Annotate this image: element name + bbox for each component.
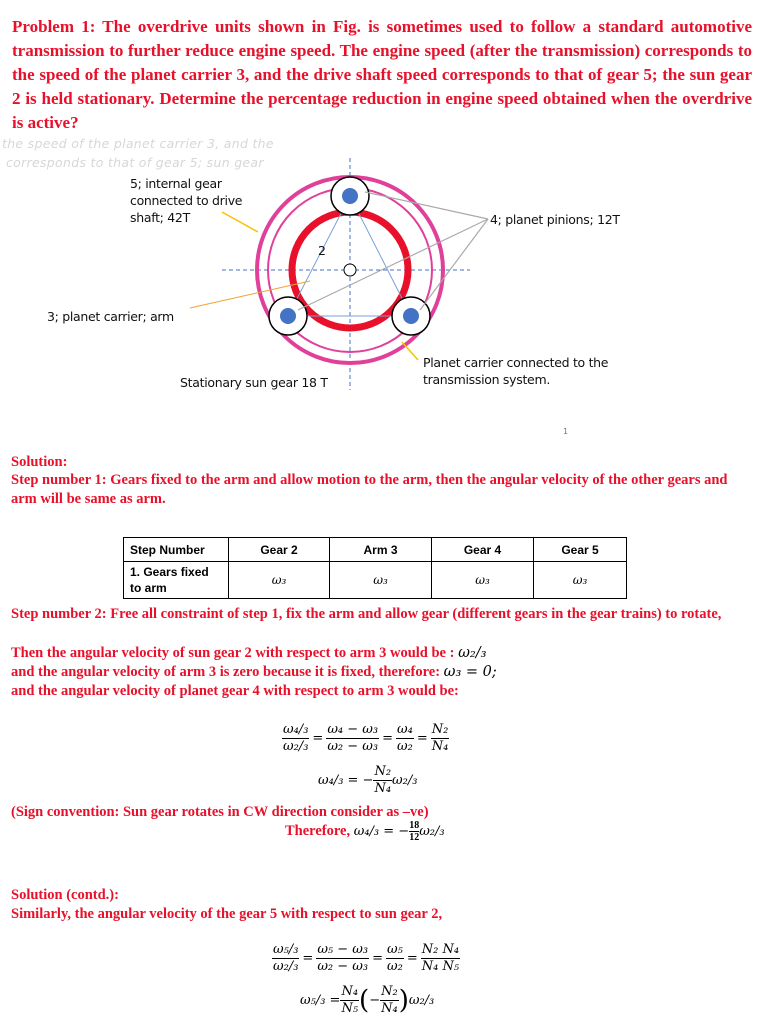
step2-line-c: and the angular velocity of arm 3 is zero because it is fixed, therefore: ω₃ = 0; xyxy=(11,664,497,680)
table-header-row xyxy=(124,538,627,562)
solution-heading: Solution: xyxy=(11,454,68,470)
step2-intro: Step number 2: Free all constraint of step 1, fix the arm and allow gear (different gears in the gear trains) to rotate, xyxy=(11,606,722,622)
equation-omega43: ω₄/₃ = − $\frac{\text{N₂}}{\text{N₄}}$ ω₂/₃ xyxy=(318,764,418,796)
table-cell: ω₃ xyxy=(432,562,534,599)
table-header: Arm 3 xyxy=(330,538,432,562)
table-header: Gear 4 xyxy=(432,538,534,562)
planetary-gear-diagram xyxy=(0,150,768,440)
carrier-connection-leader xyxy=(402,342,418,360)
step2-line-b: Then the angular velocity of sun gear 2 with respect to arm 3 would be : ω₂/₃ xyxy=(11,645,487,661)
planet-left-pin xyxy=(280,308,296,324)
sign-convention: (Sign convention: Sun gear rotates in CW direction consider as –ve) xyxy=(11,804,429,820)
sun-gear-label: Stationary sun gear 18 T xyxy=(180,375,328,390)
ghost-text-line: the speed of the planet carrier 3, and the xyxy=(2,136,274,151)
sun-gear-number: 2 xyxy=(318,243,326,258)
planet-right-pin xyxy=(403,308,419,324)
internal-gear-label: 5; internal gear connected to drive shaft; 42T xyxy=(130,176,243,225)
equation-planet-ratio: $\frac{\text{ω₄/₃}}{\text{ω₂/₃}}$ = $\frac{\text{ω₄ − ω₃}}{\text{ω₂ − ω₃}}$ = $\frac{\text{ω₄}}{\text{ω₂}}$ = $\frac{\text{N₂}}{\text{N₄}}$ xyxy=(283,722,449,754)
planet-top-pin xyxy=(342,188,358,204)
table-header: Gear 2 xyxy=(229,538,330,562)
step1-text: Step number 1: Gears fixed to the arm and allow motion to the arm, then the angular velocity of the other gears and arm will be same as arm. xyxy=(11,472,728,507)
table-cell: ω₃ xyxy=(330,562,432,599)
solution-contd-heading: Solution (contd.): xyxy=(11,887,119,903)
table-cell: ω₃ xyxy=(534,562,627,599)
step2-line-d: and the angular velocity of planet gear 4 with respect to arm 3 would be: xyxy=(11,683,459,699)
similarly-text: Similarly, the angular velocity of the gear 5 with respect to sun gear 2, xyxy=(11,906,443,922)
table-cell: ω₃ xyxy=(229,562,330,599)
step-table xyxy=(123,537,627,599)
therefore-line: Therefore, ω₄/₃ = − $\frac{18}{12}$ ω₂/₃ xyxy=(285,820,445,843)
problem-statement: Problem 1: The overdrive units shown in Fig. is sometimes used to follow a standard automotive transmission to further reduce engine speed. The engine speed (after the transmission) corresponds to the speed of the planet carrier 3, and the drive shaft speed corresponds to that of gear 5; the sun gear 2 is held stationary. Determine the percentage reduction in engine speed obtained when the overdrive is active? xyxy=(12,17,752,132)
carrier-connection-label: Planet carrier connected to the transmission system. xyxy=(423,355,609,387)
table-header: Step Number xyxy=(124,538,229,562)
ghost-text-line: corresponds to that of gear 5; sun gear xyxy=(6,155,264,170)
equation-omega53: ω₅/₃ = $\frac{\text{N₄}}{\text{N₅}}$ (− $\frac{\text{N₂}}{\text{N₄}}$ )ω₂/₃ xyxy=(300,984,435,1016)
planet-leader xyxy=(420,219,488,310)
table-row xyxy=(124,562,627,599)
table-cell: 1. Gears fixed to arm xyxy=(124,562,229,599)
equation-gear5-ratio: $\frac{\text{ω₅/₃}}{\text{ω₂/₃}}$ = $\frac{\text{ω₅ − ω₃}}{\text{ω₂ − ω₃}}$ = $\frac{\text{ω₅}}{\text{ω₂}}$ = $\frac{\text{N₂ N₄}}{\text{N₄ N₅}}$ xyxy=(273,942,460,974)
page-mark: 1 xyxy=(563,427,568,436)
planet-pinions-label: 4; planet pinions; 12T xyxy=(490,212,620,227)
planet-carrier-label: 3; planet carrier; arm xyxy=(47,309,174,324)
center-pin xyxy=(344,264,356,276)
table-header: Gear 5 xyxy=(534,538,627,562)
